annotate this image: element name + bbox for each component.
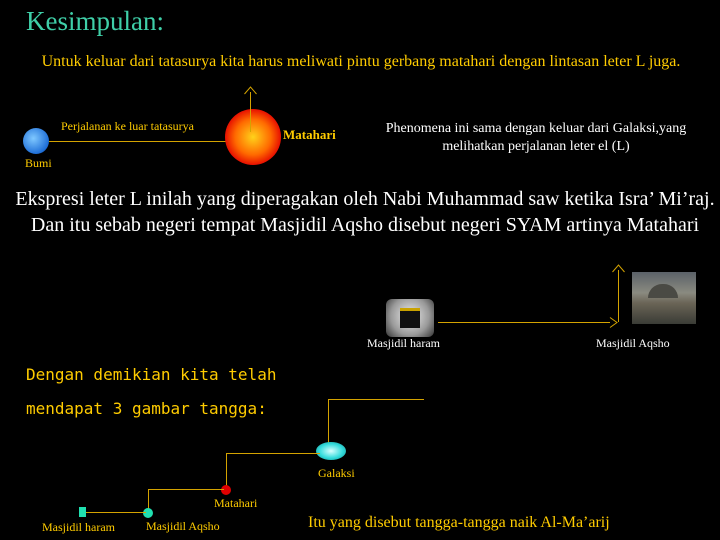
journey-line-vertical: [618, 270, 619, 322]
path-label: Perjalanan ke luar tatasurya: [61, 119, 194, 133]
stair-top-step: [328, 399, 424, 400]
stair-bottom-step: [84, 512, 146, 513]
galaxy-label: Galaksi: [318, 466, 355, 480]
right-arrow-icon: [609, 317, 618, 328]
haram-marker-icon: [79, 507, 86, 517]
expression-text: Ekspresi leter L inilah yang diperagakan oleh Nabi Muhammad saw ketika Isra’ Mi’raj. Dan itu sebab negeri tempat Masjidil Aqsho disebut negeri SYAM artinya Matahari: [15, 188, 715, 236]
kaaba-icon: [386, 299, 434, 337]
intro-text: Untuk keluar dari tatasurya kita harus meliwati pintu gerbang matahari dengan lintasan leter L juga.: [41, 53, 681, 70]
up-arrow-icon: [244, 86, 257, 95]
stair-aqsho-label: Masjidil Aqsho: [146, 519, 220, 533]
sun-icon: [225, 109, 281, 165]
conclusion-line-2: mendapat 3 gambar tangga:: [26, 399, 267, 418]
path-line-horizontal: [49, 141, 247, 142]
closing-text: Itu yang disebut tangga-tangga naik Al-Ma’arij: [308, 514, 610, 531]
stair-lower-step: [148, 489, 224, 490]
earth-label: Bumi: [25, 156, 52, 170]
stair-middle-step: [226, 453, 320, 454]
sun-label: Matahari: [283, 127, 336, 142]
stair-middle-riser: [226, 453, 227, 489]
aqsho-label: Masjidil Aqsho: [596, 336, 670, 350]
aqsho-mosque-image: [632, 272, 696, 324]
path-line-vertical: [250, 92, 251, 132]
phenomenon-text: Phenomena ini sama dengan keluar dari Galaksi,yang melihatkan perjalanan leter el (L): [385, 121, 687, 154]
sun-dot-icon: [221, 485, 231, 495]
conclusion-text: [26, 358, 276, 426]
journey-line-horizontal: [438, 322, 610, 323]
stair-sun-label: Matahari: [214, 496, 258, 510]
earth-icon: [23, 128, 49, 154]
slide-title: Kesimpulan:: [26, 6, 164, 36]
stair-haram-label: Masjidil haram: [42, 520, 115, 534]
conclusion-line-1: Dengan demikian kita telah: [26, 365, 277, 384]
up-arrow-icon-2: [612, 264, 625, 273]
haram-label: Masjidil haram: [367, 336, 440, 350]
stair-top-riser: [328, 399, 329, 445]
aqsho-dot-icon: [143, 508, 153, 518]
galaxy-icon: [316, 442, 346, 460]
